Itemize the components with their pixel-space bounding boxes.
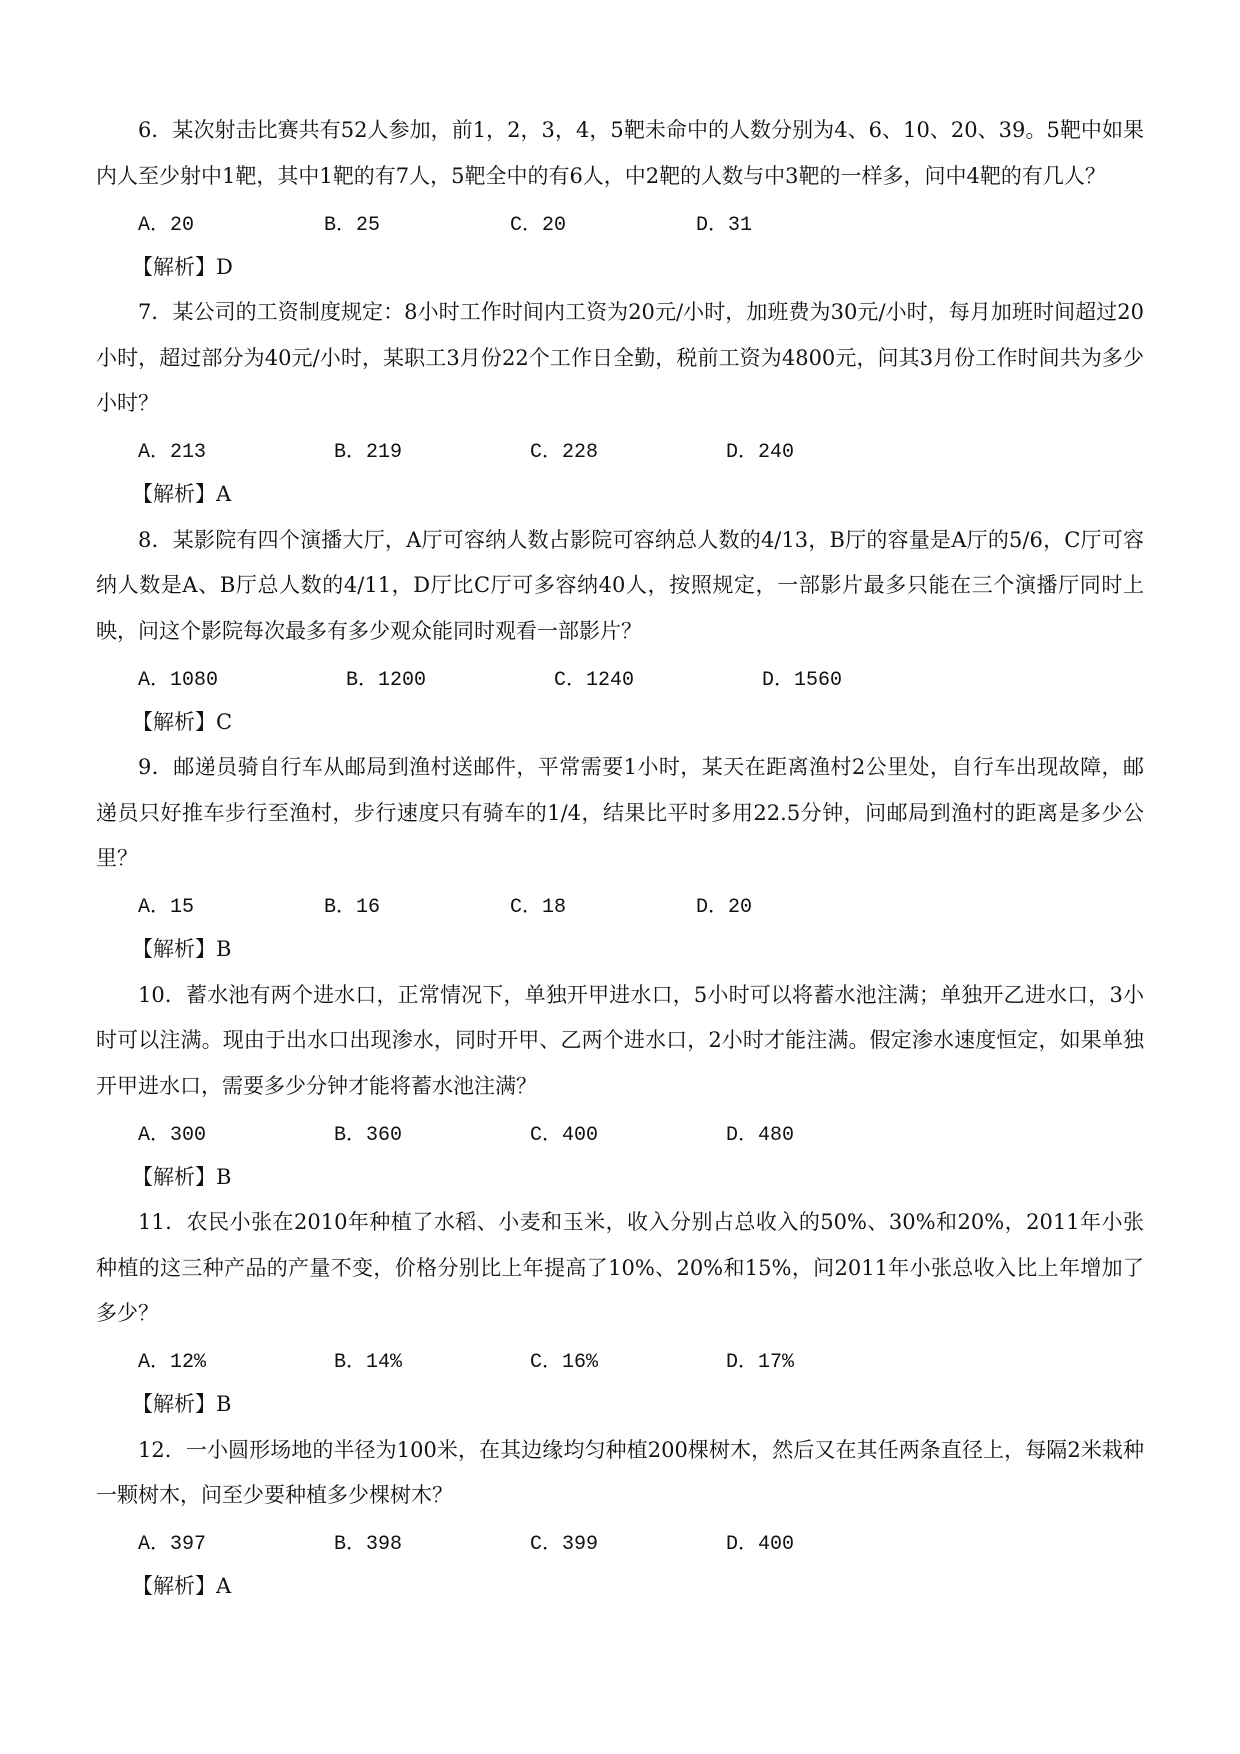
option-d: D．17% bbox=[726, 1351, 795, 1375]
option-a: A．213 bbox=[138, 441, 207, 465]
question-stem: 11．农民小张在2010年种植了水稻、小麦和玉米，收入分别占总收入的50%、30%和20%，2011年小张种植的这三种产品的产量不变，价格分别比上年提高了10%、20%和15%，问2011年小张总收入比上年增加了多少？ bbox=[96, 1210, 1144, 1325]
option-b: B．219 bbox=[334, 441, 403, 465]
question-stem: 8．某影院有四个演播大厅，A厅可容纳人数占影院可容纳总人数的4/13，B厅的容量是A厅的5/6，C厅可容纳人数是A、B厅总人数的4/11，D厅比C厅可多容纳40人，按照规定，一部影片最多只能在三个演播厅同时上映，问这个影院每次最多有多少观众能同时观看一部影片？ bbox=[96, 527, 1144, 643]
option-row bbox=[96, 1519, 1144, 1565]
option-c: C．1240 bbox=[554, 668, 635, 692]
question-8 bbox=[96, 518, 1144, 746]
option-c: C．228 bbox=[530, 441, 599, 465]
option-c: C．16% bbox=[530, 1351, 599, 1375]
question-10 bbox=[96, 973, 1144, 1201]
answer-line: 【解析】D bbox=[132, 254, 233, 279]
option-a: A．1080 bbox=[138, 668, 219, 692]
option-c: C．18 bbox=[510, 896, 567, 920]
question-stem: 12．一小圆形场地的半径为100米，在其边缘均匀种植200棵树木，然后又在其任两条直径上，每隔2米栽种一颗树木，问至少要种植多少棵树木？ bbox=[96, 1437, 1144, 1507]
question-stem: 10．蓄水池有两个进水口，正常情况下，单独开甲进水口，5小时可以将蓄水池注满；单独开乙进水口，3小时可以注满。现由于出水口出现渗水，同时开甲、乙两个进水口，2小时才能注满。假定渗水速度恒定，如果单独开甲进水口，需要多少分钟才能将蓄水池注满？ bbox=[96, 982, 1144, 1098]
option-b: B．1200 bbox=[346, 668, 427, 692]
option-a: A．397 bbox=[138, 1533, 207, 1557]
option-d: D．1560 bbox=[762, 668, 843, 692]
option-a: A．300 bbox=[138, 1123, 207, 1147]
option-row bbox=[96, 1337, 1144, 1383]
option-b: B．14% bbox=[334, 1351, 403, 1375]
answer-line: 【解析】A bbox=[132, 1574, 232, 1598]
question-11 bbox=[96, 1200, 1144, 1428]
question-stem: 9．邮递员骑自行车从邮局到渔村送邮件，平常需要1小时，某天在距离渔村2公里处，自行车出现故障，邮递员只好推车步行至渔村，步行速度只有骑车的1/4，结果比平时多用22.5分钟，问邮局到渔村的距离是多少公里？ bbox=[96, 755, 1144, 870]
option-d: D．480 bbox=[726, 1123, 795, 1147]
option-b: B．360 bbox=[334, 1123, 403, 1147]
answer-line: 【解析】C bbox=[132, 709, 233, 734]
option-b: B．25 bbox=[324, 213, 381, 237]
question-stem: 6．某次射击比赛共有52人参加，前1，2，3，4，5靶未命中的人数分别为4、6、10、20、39。5靶中如果内人至少射中1靶，其中1靶的有7人，5靶全中的有6人，中2靶的人数与中3靶的一样多，问中4靶的有几人？ bbox=[96, 118, 1144, 188]
question-9 bbox=[96, 745, 1144, 973]
option-row bbox=[96, 882, 1144, 928]
option-c: C．20 bbox=[510, 213, 567, 237]
answer-line: 【解析】B bbox=[132, 937, 232, 961]
option-c: C．400 bbox=[530, 1123, 599, 1147]
option-row bbox=[96, 654, 1144, 700]
option-row bbox=[96, 427, 1144, 473]
option-a: A．12% bbox=[138, 1351, 207, 1375]
answer-line: 【解析】A bbox=[132, 482, 232, 506]
answer-line: 【解析】B bbox=[132, 1164, 232, 1189]
option-a: A．20 bbox=[138, 213, 195, 237]
option-d: D．20 bbox=[696, 896, 753, 920]
option-d: D．240 bbox=[726, 441, 795, 465]
document-page bbox=[96, 108, 1144, 1610]
option-b: B．398 bbox=[334, 1533, 403, 1557]
option-b: B．16 bbox=[324, 896, 381, 920]
option-d: D．400 bbox=[726, 1533, 795, 1557]
question-6 bbox=[96, 108, 1144, 290]
option-row bbox=[96, 199, 1144, 245]
answer-line: 【解析】B bbox=[132, 1392, 232, 1416]
option-d: D．31 bbox=[696, 213, 753, 237]
option-row bbox=[96, 1109, 1144, 1155]
question-7 bbox=[96, 290, 1144, 518]
question-stem: 7．某公司的工资制度规定：8小时工作时间内工资为20元/小时，加班费为30元/小时，每月加班时间超过20小时，超过部分为40元/小时，某职工3月份22个工作日全勤，税前工资为4800元，问其3月份工作时间共为多少小时？ bbox=[96, 300, 1144, 415]
question-12 bbox=[96, 1428, 1144, 1610]
option-c: C．399 bbox=[530, 1533, 599, 1557]
option-a: A．15 bbox=[138, 896, 195, 920]
